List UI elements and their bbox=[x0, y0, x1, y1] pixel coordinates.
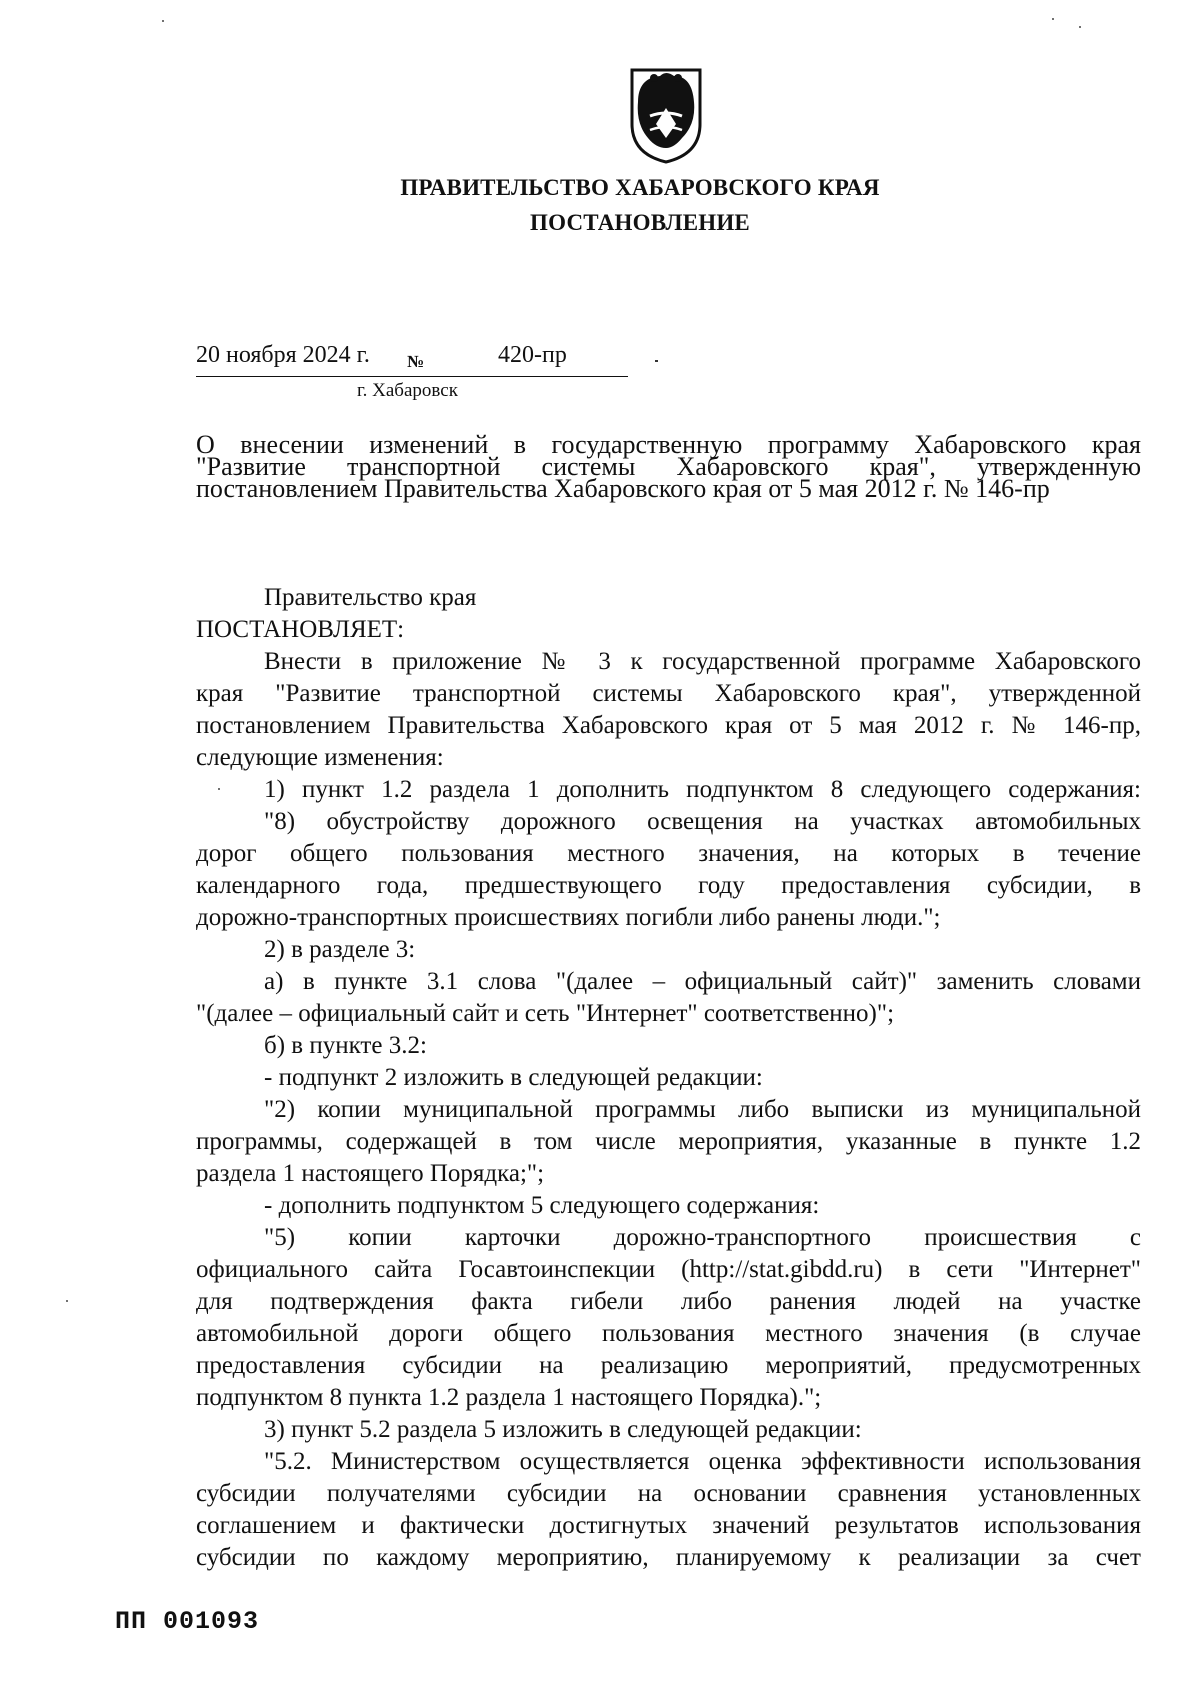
body-line: 2) в разделе 3: bbox=[264, 936, 416, 963]
body-line: "(далее – официальный сайт и сеть "Интернет" соответственно)"; bbox=[196, 1000, 895, 1027]
body-line: "5.2. Министерством осуществляется оценка эффективности использования bbox=[264, 1448, 1141, 1475]
body-line: "8) обустройству дорожного освещения на участках автомобильных bbox=[264, 808, 1141, 835]
body-line: 1) пункт 1.2 раздела 1 дополнить подпунктом 8 следующего содержания: bbox=[264, 776, 1141, 803]
subject-line: "Развитие транспортной системы Хабаровского края", утвержденную bbox=[196, 452, 1141, 481]
body-line: Правительство края bbox=[264, 584, 477, 611]
body-line: 3) пункт 5.2 раздела 5 изложить в следующей редакции: bbox=[264, 1416, 862, 1443]
body-line: соглашением и фактически достигнутых значений результатов использования bbox=[196, 1512, 1141, 1539]
body-line: для подтверждения факта гибели либо ранения людей на участке bbox=[196, 1288, 1141, 1315]
body-line: дорог общего пользования местного значения, на которых в течение bbox=[196, 840, 1141, 867]
scan-speck bbox=[1079, 26, 1081, 28]
date-number-underline bbox=[196, 376, 628, 377]
government-title: ПРАВИТЕЛЬСТВО ХАБАРОВСКОГО КРАЯ bbox=[400, 175, 880, 200]
document-type-title: ПОСТАНОВЛЕНИЕ bbox=[530, 210, 750, 235]
body-line: а) в пункте 3.1 слова "(далее – официальный сайт)" заменить словами bbox=[264, 968, 1141, 995]
form-serial-number: ПП 001093 bbox=[115, 1607, 260, 1636]
body-line: официального сайта Госавтоинспекции (http://stat.gibdd.ru) в сети "Интернет" bbox=[196, 1256, 1141, 1283]
scan-speck bbox=[655, 360, 658, 362]
body-line: - дополнить подпунктом 5 следующего содержания: bbox=[264, 1192, 820, 1219]
document-subject bbox=[196, 430, 1141, 503]
body-line: субсидии по каждому мероприятию, планируемому к реализации за счет bbox=[196, 1544, 1141, 1571]
body-line: календарного года, предшествующего году предоставления субсидии, в bbox=[196, 872, 1141, 899]
body-line: программы, содержащей в том числе мероприятия, указанные в пункте 1.2 bbox=[196, 1128, 1141, 1155]
body-line: края "Развитие транспортной системы Хабаровского края", утвержденной bbox=[196, 680, 1141, 707]
scan-speck bbox=[162, 20, 164, 22]
subject-line: О внесении изменений в государственную программу Хабаровского края bbox=[196, 430, 1141, 459]
body-line: Внести в приложение № 3 к государственной программе Хабаровского bbox=[264, 648, 1141, 675]
body-line: "2) копии муниципальной программы либо выписки из муниципальной bbox=[264, 1096, 1141, 1123]
scan-speck bbox=[1052, 18, 1054, 20]
body-line: б) в пункте 3.2: bbox=[264, 1032, 427, 1059]
body-line: предоставления субсидии на реализацию мероприятий, предусмотренных bbox=[196, 1352, 1141, 1379]
body-line: автомобильной дороги общего пользования местного значения (в случае bbox=[196, 1320, 1141, 1347]
body-line: дорожно-транспортных происшествиях погибли либо ранены люди."; bbox=[196, 904, 941, 931]
body-line: ПОСТАНОВЛЯЕТ: bbox=[196, 616, 405, 643]
body-line: подпунктом 8 пункта 1.2 раздела 1 настоящего Порядка)."; bbox=[196, 1384, 822, 1411]
body-line: следующие изменения: bbox=[196, 744, 444, 771]
scan-speck bbox=[66, 1300, 68, 1302]
document-number: 420-пр bbox=[498, 342, 567, 368]
document-date: 20 ноября 2024 г. bbox=[196, 342, 370, 368]
body-line: субсидии получателями субсидии на основании сравнения установленных bbox=[196, 1480, 1141, 1507]
document-city: г. Хабаровск bbox=[357, 380, 458, 401]
khabarovsk-krai-coat-of-arms-icon bbox=[626, 64, 706, 164]
body-line: раздела 1 настоящего Порядка;"; bbox=[196, 1160, 545, 1187]
body-line: постановлением Правительства Хабаровского края от 5 мая 2012 г. № 146-пр, bbox=[196, 712, 1141, 739]
number-sign: № bbox=[407, 352, 425, 371]
scan-speck bbox=[218, 788, 220, 790]
subject-line: постановлением Правительства Хабаровского края от 5 мая 2012 г. № 146-пр bbox=[196, 474, 1050, 503]
body-line: - подпункт 2 изложить в следующей редакции: bbox=[264, 1064, 763, 1091]
body-line: "5) копии карточки дорожно-транспортного происшествия с bbox=[264, 1224, 1141, 1251]
